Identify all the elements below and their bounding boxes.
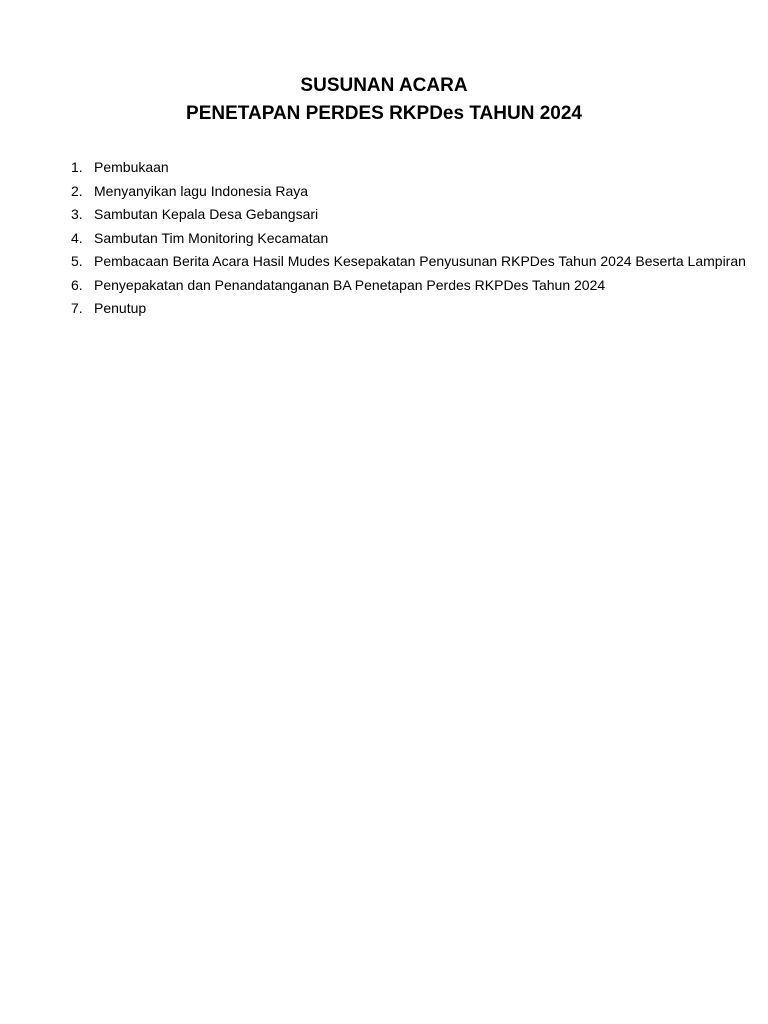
agenda-item-text: Pembacaan Berita Acara Hasil Mudes Kesepakatan Penyusunan RKPDes Tahun 2024 Beserta Lampiran: [94, 253, 746, 269]
agenda-item-number: 6.: [71, 276, 83, 293]
agenda-item-text: Penutup: [94, 300, 147, 316]
agenda-item: [71, 156, 751, 180]
agenda-item-text: Pembukaan: [94, 159, 169, 175]
agenda-item-text: Sambutan Tim Monitoring Kecamatan: [94, 229, 329, 246]
agenda-item-number: 1.: [71, 159, 83, 175]
agenda-item-number: 5.: [71, 253, 83, 269]
agenda-item: [71, 180, 751, 204]
agenda-item-text: Sambutan Kepala Desa Gebangsari: [94, 206, 319, 222]
agenda-item-number: 7.: [71, 300, 83, 316]
title-line-2: PENETAPAN PERDES RKPDes TAHUN 2024: [186, 103, 582, 124]
agenda-item: [71, 227, 751, 251]
agenda-item: [71, 203, 751, 227]
agenda-item: [71, 297, 751, 321]
title-line-1: SUSUNAN ACARA: [300, 75, 468, 96]
agenda-item: [71, 250, 751, 274]
agenda-list: [71, 156, 751, 321]
agenda-item-text: Penyepakatan dan Penandatanganan BA Penetapan Perdes RKPDes Tahun 2024: [94, 276, 606, 293]
agenda-item-number: 2.: [71, 182, 83, 199]
agenda-item: [71, 274, 751, 298]
agenda-item-number: 3.: [71, 206, 83, 222]
document-title: [0, 72, 768, 128]
agenda-item-text: Menyanyikan lagu Indonesia Raya: [94, 182, 309, 199]
agenda-item-number: 4.: [71, 229, 83, 246]
